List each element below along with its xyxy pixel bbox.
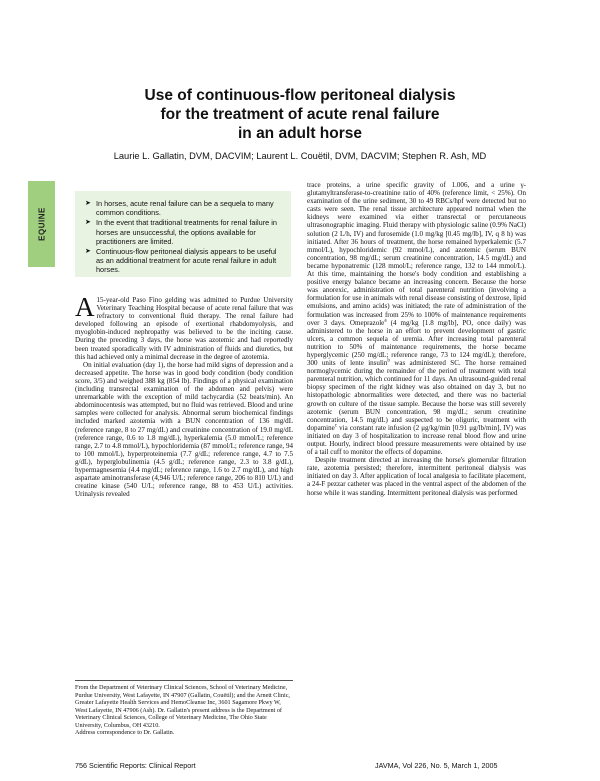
title-line: in an adult horse (237, 125, 362, 142)
paragraph: On initial evaluation (day 1), the horse had mild signs of depression and a decreased appetite. The horse was in good body condition (body condition score, 3/5) and weighed 388 kg (854 lb). Findings of a physical examination (including transrectal examination of the abdomen and pelvis) were unremarkable with the exception of mild tachycardia (52 beats/min). An abdominocentesis was attempted, but no fluid was retrieved. Blood and urine samples were collected for analysis. Abnormal serum biochemical findings included marked azotemia with a BUN concentration of 136 mg/dL (reference range, 8 to 27 mg/dL) and creatinine concentration of 19.0 mg/dL (reference range, 0.6 to 1.8 mg/dL), hyperkalemia (5.0 mmol/L; reference range, 2.7 to 4.8 mmol/L), hypochloridemia (87 mmol/L; reference range, 94 to 100 mmol/L), hyperproteinemia (7.7 g/dL; reference range, 4.7 to 7.5 g/dL), hyperglobulinemia (4.5 g/dL; reference range, 2.3 to 3.8 g/dL), hypermagnesemia (4.4 mg/dL; reference range, 1.6 to 2.7 mg/dL), and high aspartate aminotransferase (4,946 U/L; reference range, 206 to 810 U/L) and creatine kinase (540 U/L; reference range, 88 to 453 U/L) activities. Urinalysis revealed (75, 360, 293, 499)
footer-journal-info: JAVMA, Vol 226, No. 5, March 1, 2005 (375, 761, 498, 770)
footnote-ref: b (387, 358, 390, 364)
article-title (80, 86, 520, 143)
paragraph-text: (4 mg/kg [1.8 mg/lb], PO, once daily) was administered to the horse in an effort to prevent development of gastric ulcers, a common sequela of uremia. After increasing total parenteral nutrition to 50% of maintenance requirements, the horse became hyperglycemic (250 mg/dL; reference range, 73 to 124 mg/dL); therefore, 300 units of lente insulin (307, 318, 526, 368)
title-line: Use of continuous-flow peritoneal dialysis (144, 87, 456, 104)
title-line: for the treatment of acute renal failure (160, 106, 440, 123)
footnote-ref: a (384, 318, 387, 324)
correspondence-text: Address correspondence to Dr. Gallatin. (75, 729, 175, 736)
paragraph (307, 181, 526, 456)
paragraph-text: trace proteins, a urine specific gravity of 1.006, and a urine γ-glutamyltransferase-to-creatinine ratio of 40% (reference limit, < 25%). On examination of the urine sediment, 30 to 49 RBCs/hpf were detected but no casts were seen. The renal tissue architecture appeared normal when the kidneys were examined via either transrectal or percutaneous ultrasonographic imaging. Fluid therapy with physiologic saline (0.9% NaCl) solution (2 L/h, IV) and furosemide (1.0 mg/kg [0.45 mg/lb], IV, q 8 h) was initiated. After 36 hours of treatment, the horse remained hyperkalemic (5.7 mmol/L), hypochloridemic (92 mmol/L), and azotemic (serum BUN concentration, 98 mg/dL; serum creatinine concentration, 14.5 mg/dL) and became hyponatremic (128 mmol/L; reference range, 132 to 144 mmol/L). At this time, maintaining the horse's body condition and establishing a positive energy balance became an increasing concern. Because the horse was anorexic, administration of total parenteral nutrition (involving a formulation for use in animals with renal disease consisting of dextrose, lipid emulsions, and amino acids) was initiated; the rate of administration of the formulation was increased from 25% to 100% of maintenance requirements over 3 days. Omeprazole (307, 181, 526, 327)
arrow-icon: ➤ (85, 200, 91, 207)
footer-page-info: 756 Scientific Reports: Clinical Report (75, 761, 196, 770)
body-column-right (307, 181, 526, 744)
arrow-icon: ➤ (85, 219, 91, 227)
summary-point (85, 218, 282, 246)
paragraph (75, 296, 293, 361)
drop-cap: A (75, 296, 95, 322)
affiliation-note (75, 684, 293, 737)
paragraph-text: via constant rate infusion (2 μg/kg/min [0.91 μg/lb/min], IV) was initiated on day 3 of hospitalization to increase renal blood flow and urine output. Hourly, indirect blood pressure measurements were obtained by use of a tail cuff to monitor the effects of dopamine. (307, 423, 526, 457)
summary-text: In the event that traditional treatments for renal failure in horses are unsuccessful, the options available for practitioners are limited. (96, 218, 277, 246)
paragraph-text: was administered SC. The horse remained normoglycemic during the remainder of the period of treatment with total parenteral nutrition, which continued for 11 days. An ultrasound-guided renal biopsy specimen of the right kidney was also obtained on day 3, but no histopathologic abnormalities were detected, and there was no bacterial growth on culture of the tissue sample. Because the horse was still severely azotemic (serum BUN concentration, 98 mg/dL; serum creatinine concentration, 14.5 mg/dL) and suspected to be oliguric, treatment with dopamine (307, 359, 526, 432)
summary-text: In horses, acute renal failure can be a sequela to many common conditions. (96, 199, 274, 218)
body-column-left (75, 296, 293, 676)
paragraph-text: 15-year-old Paso Fino gelding was admitted to Purdue University Veterinary Teaching Hospital because of acute renal failure that was refractory to conventional fluid therapy. The renal failure had developed following an episode of exertional rhabdomyolysis, and myoglobin-induced nephropathy was believed to be the inciting cause. During the preceding 3 days, the horse was azotemic and had reportedly been treated sporadically with IV administration of fluids and diuretics, but this had achieved only a minimal decrease in the degree of azotemia. (75, 296, 293, 361)
paragraph: Despite treatment directed at increasing the horse's glomerular filtration rate, azotemia persisted; therefore, intermittent peritoneal dialysis was initiated on day 3. After application of local analgesia to facilitate placement, a 24-F pezzar catheter was placed in the ventral aspect of the abdomen of the horse while it was standing. Intermittent peritoneal dialysis was performed (307, 456, 526, 497)
summary-point (85, 247, 282, 275)
arrow-icon: ➤ (85, 248, 91, 256)
footnote-ref: c (334, 423, 338, 429)
summary-text: Continuous-flow peritoneal dialysis appears to be useful as an additional treatment for acute renal failure in adult horses. (96, 247, 277, 275)
summary-box (75, 191, 291, 277)
affiliation-text: From the Department of Veterinary Clinical Sciences, School of Veterinary Medicine, Purdue University, West Lafayette, IN 47907 (Gallatin, Couëtil); and the Arnett Clinic, Greater Lafayette Health Services and HemoCleanse Inc, 3601 Sagamore Pkwy W, West Lafayette, IN 47906 (Ash). Dr. Gallatin's present address is the Department of Veterinary Clinical Sciences, College of Veterinary Medicine, The Ohio State University, Columbus, OH 43210. (75, 684, 290, 729)
summary-point (85, 199, 282, 217)
section-tab-label: EQUINE (37, 207, 46, 241)
section-tab (28, 181, 55, 267)
author-line: Laurie L. Gallatin, DVM, DACVIM; Laurent L. Couëtil, DVM, DACVIM; Stephen R. Ash, MD (113, 151, 487, 161)
footnote-divider (75, 680, 293, 681)
